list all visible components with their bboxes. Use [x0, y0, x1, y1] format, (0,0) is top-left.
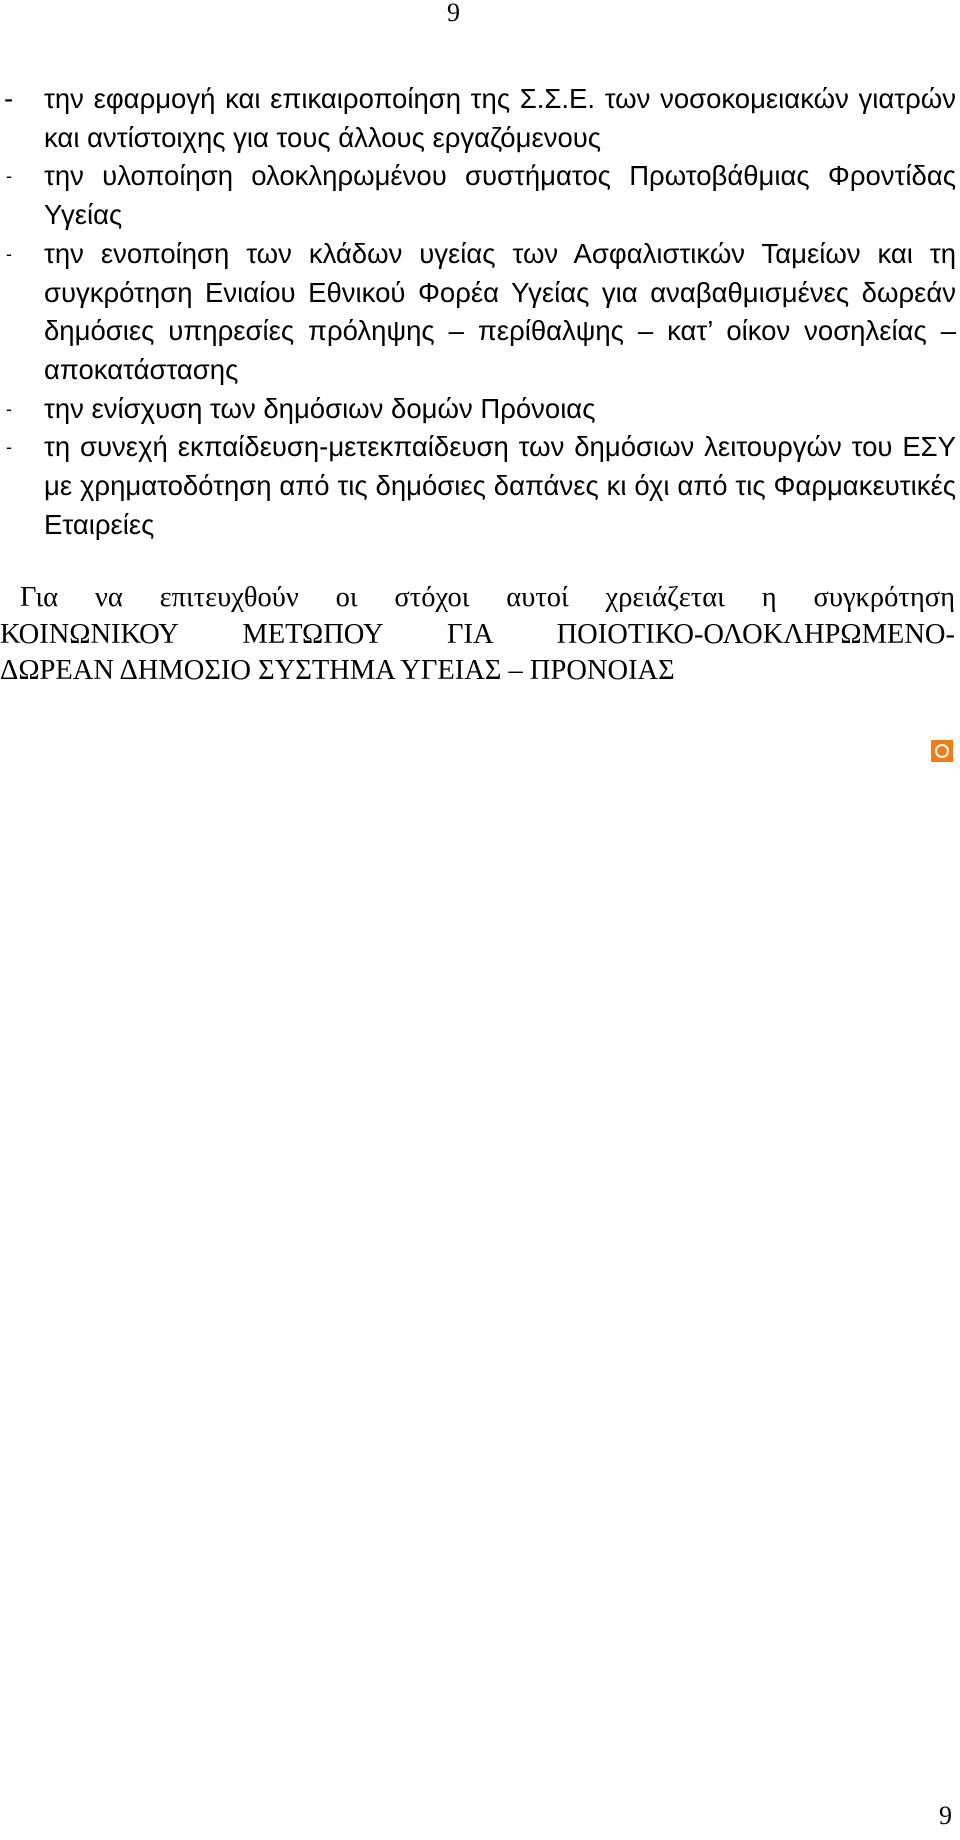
list-item — [0, 390, 956, 429]
page-number-top: 9 — [447, 0, 460, 27]
list-item-text: την υλοποίηση ολοκληρωμένου συστήματος Πρωτοβάθμιας Φροντίδας Υγείας — [44, 160, 956, 231]
requirements-list — [0, 80, 960, 544]
orange-circle-marker-icon[interactable] — [931, 740, 953, 762]
list-item-text: την ενίσχυση των δημόσιων δομών Πρόνοιας — [44, 392, 596, 424]
list-bullet: - — [4, 83, 14, 114]
list-item-text: την ενοποίηση των κλάδων υγείας των Ασφαλιστικών Ταμείων και τη συγκρότηση Ενιαίου Εθνικού Φορέα Υγείας για αναβαθμισμένες δωρεάν δημόσιες υπηρεσίες πρόληψης – περίθαλψης – κατ’ οίκον νοσηλείας – αποκατάστασης — [44, 237, 956, 385]
list-bullet: - — [6, 437, 12, 458]
list-item — [0, 80, 956, 157]
list-item — [0, 157, 956, 234]
closing-paragraph — [0, 580, 955, 690]
list-bullet: - — [6, 243, 12, 264]
list-item — [0, 428, 956, 544]
closing-intro: Για να επιτευχθούν οι στόχοι αυτοί χρειάζεται η συγκρότηση — [20, 582, 955, 613]
list-bullet: - — [6, 398, 12, 419]
list-item — [0, 235, 956, 390]
closing-heading-line2: ΔΩΡΕΑΝ ΔΗΜΟΣΙΟ ΣΥΣΤΗΜΑ ΥΓΕΙΑΣ – ΠΡΟΝΟΙΑΣ — [0, 655, 675, 686]
list-bullet: - — [6, 166, 12, 187]
closing-heading-line1: ΚΟΙΝΩΝΙΚΟΥ ΜΕΤΩΠΟΥ ΓΙΑ ΠΟΙΟΤΙΚΟ-ΟΛΟΚΛΗΡΩΜΕΝΟ- — [0, 618, 955, 650]
list-item-text: τη συνεχή εκπαίδευση-μετεκπαίδευση των δημόσιων λειτουργών του ΕΣΥ με χρηματοδότηση από τις δημόσιες δαπάνες κι όχι από τις Φαρμακευτικές Εταιρείες — [44, 431, 956, 540]
closing-heading — [0, 617, 955, 690]
page-number-bottom: 9 — [939, 1801, 952, 1830]
list-item-text: την εφαρμογή και επικαιροποίηση της Σ.Σ.Ε. των νοσοκομειακών γιατρών και αντίστοιχης για τους άλλους εργαζόμενους — [44, 83, 956, 153]
